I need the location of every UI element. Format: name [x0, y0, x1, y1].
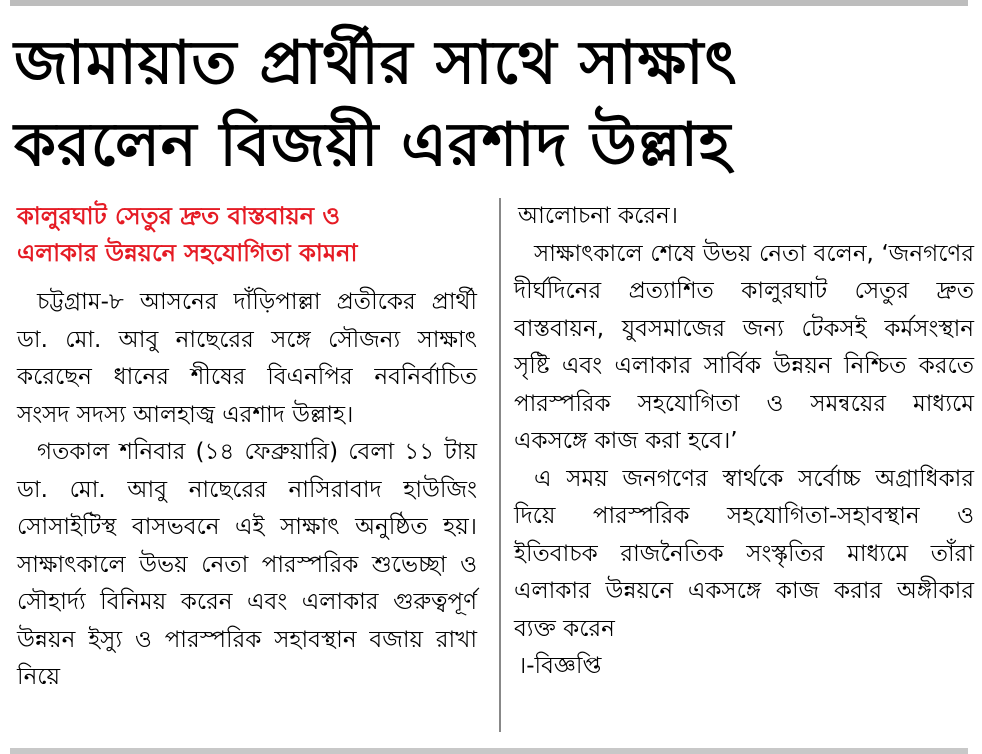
paragraph-1: চট্টগ্রাম-৮ আসনের দাঁড়িপাল্লা প্রতীকের প্রার্থী ডা. মো. আবু নাছেরের সঙ্গে সৌজন্য সাক্ষাৎ করেছেন ধানের শীষের বিএনপির নবনির্বাচিত সংসদ সদস্য আলহাজ্ব এরশাদ উল্লাহ। — [17, 289, 477, 428]
paragraph-3: সাক্ষাৎকালে শেষে উভয় নেতা বলেন, ‘জনগণের দীর্ঘদিনের প্রত্যাশিত কালুরঘাট সেতুর দ্রুত বাস্তবায়ন, যুবসমাজের জন্য টেকসই কর্মসংস্থান সৃষ্টি এবং এলাকার সার্বিক উন্নয়ন নিশ্চিত করতে পারস্পরিক সহযোগিতা ও সমন্বয়ের মাধ্যমে একসঙ্গে কাজ করা হবে।’ — [514, 240, 974, 454]
right-column — [514, 198, 974, 686]
left-column — [17, 198, 477, 697]
subheadline-line-1: কালুরঘাট সেতুর দ্রুত বাস্তবায়ন ও — [17, 202, 341, 230]
paragraph-continuation: আলোচনা করেন। — [518, 203, 678, 229]
subheadline — [17, 198, 477, 272]
press-release-credit: ।-বিজ্ঞপ্তি — [518, 653, 602, 679]
bottom-rule — [10, 748, 968, 754]
article-body — [12, 198, 974, 743]
paragraph-4: এ সময় জনগণের স্বার্থকে সর্বোচ্চ অগ্রাধিকার দিয়ে পারস্পরিক সহযোগিতা-সহাবস্থান ও ইতিবাচক রাজনৈতিক সংস্কৃতির মাধ্যমে তাঁরা এলাকার উন্নয়নে একসঙ্গে কাজ করার অঙ্গীকার ব্যক্ত করেন — [514, 465, 974, 642]
headline — [14, 22, 964, 186]
headline-line-2: করলেন বিজয়ী এরশাদ উল্লাহ — [14, 110, 732, 180]
top-rule — [10, 0, 968, 6]
paragraph-2: গতকাল শনিবার (১৪ ফেব্রুয়ারি) বেলা ১১ টায় ডা. মো. আবু নাছেরের নাসিরাবাদ হাউজিং সোসাইটিস্থ বাসভবনে এই সাক্ষাৎ অনুষ্ঠিত হয়। সাক্ষাৎকালে উভয় নেতা পারস্পরিক শুভেচ্ছা ও সৌহার্দ্য বিনিময় করেন এবং এলাকার গুরুত্বপূর্ণ উন্নয়ন ইস্যু ও পারস্পরিক সহাবস্থান বজায় রাখা নিয়ে — [17, 439, 477, 690]
headline-line-1: জামায়াত প্রার্থীর সাথে সাক্ষাৎ — [14, 28, 738, 98]
subheadline-line-2: এলাকার উন্নয়নে সহযোগিতা কামনা — [17, 239, 358, 267]
column-divider — [499, 198, 501, 732]
